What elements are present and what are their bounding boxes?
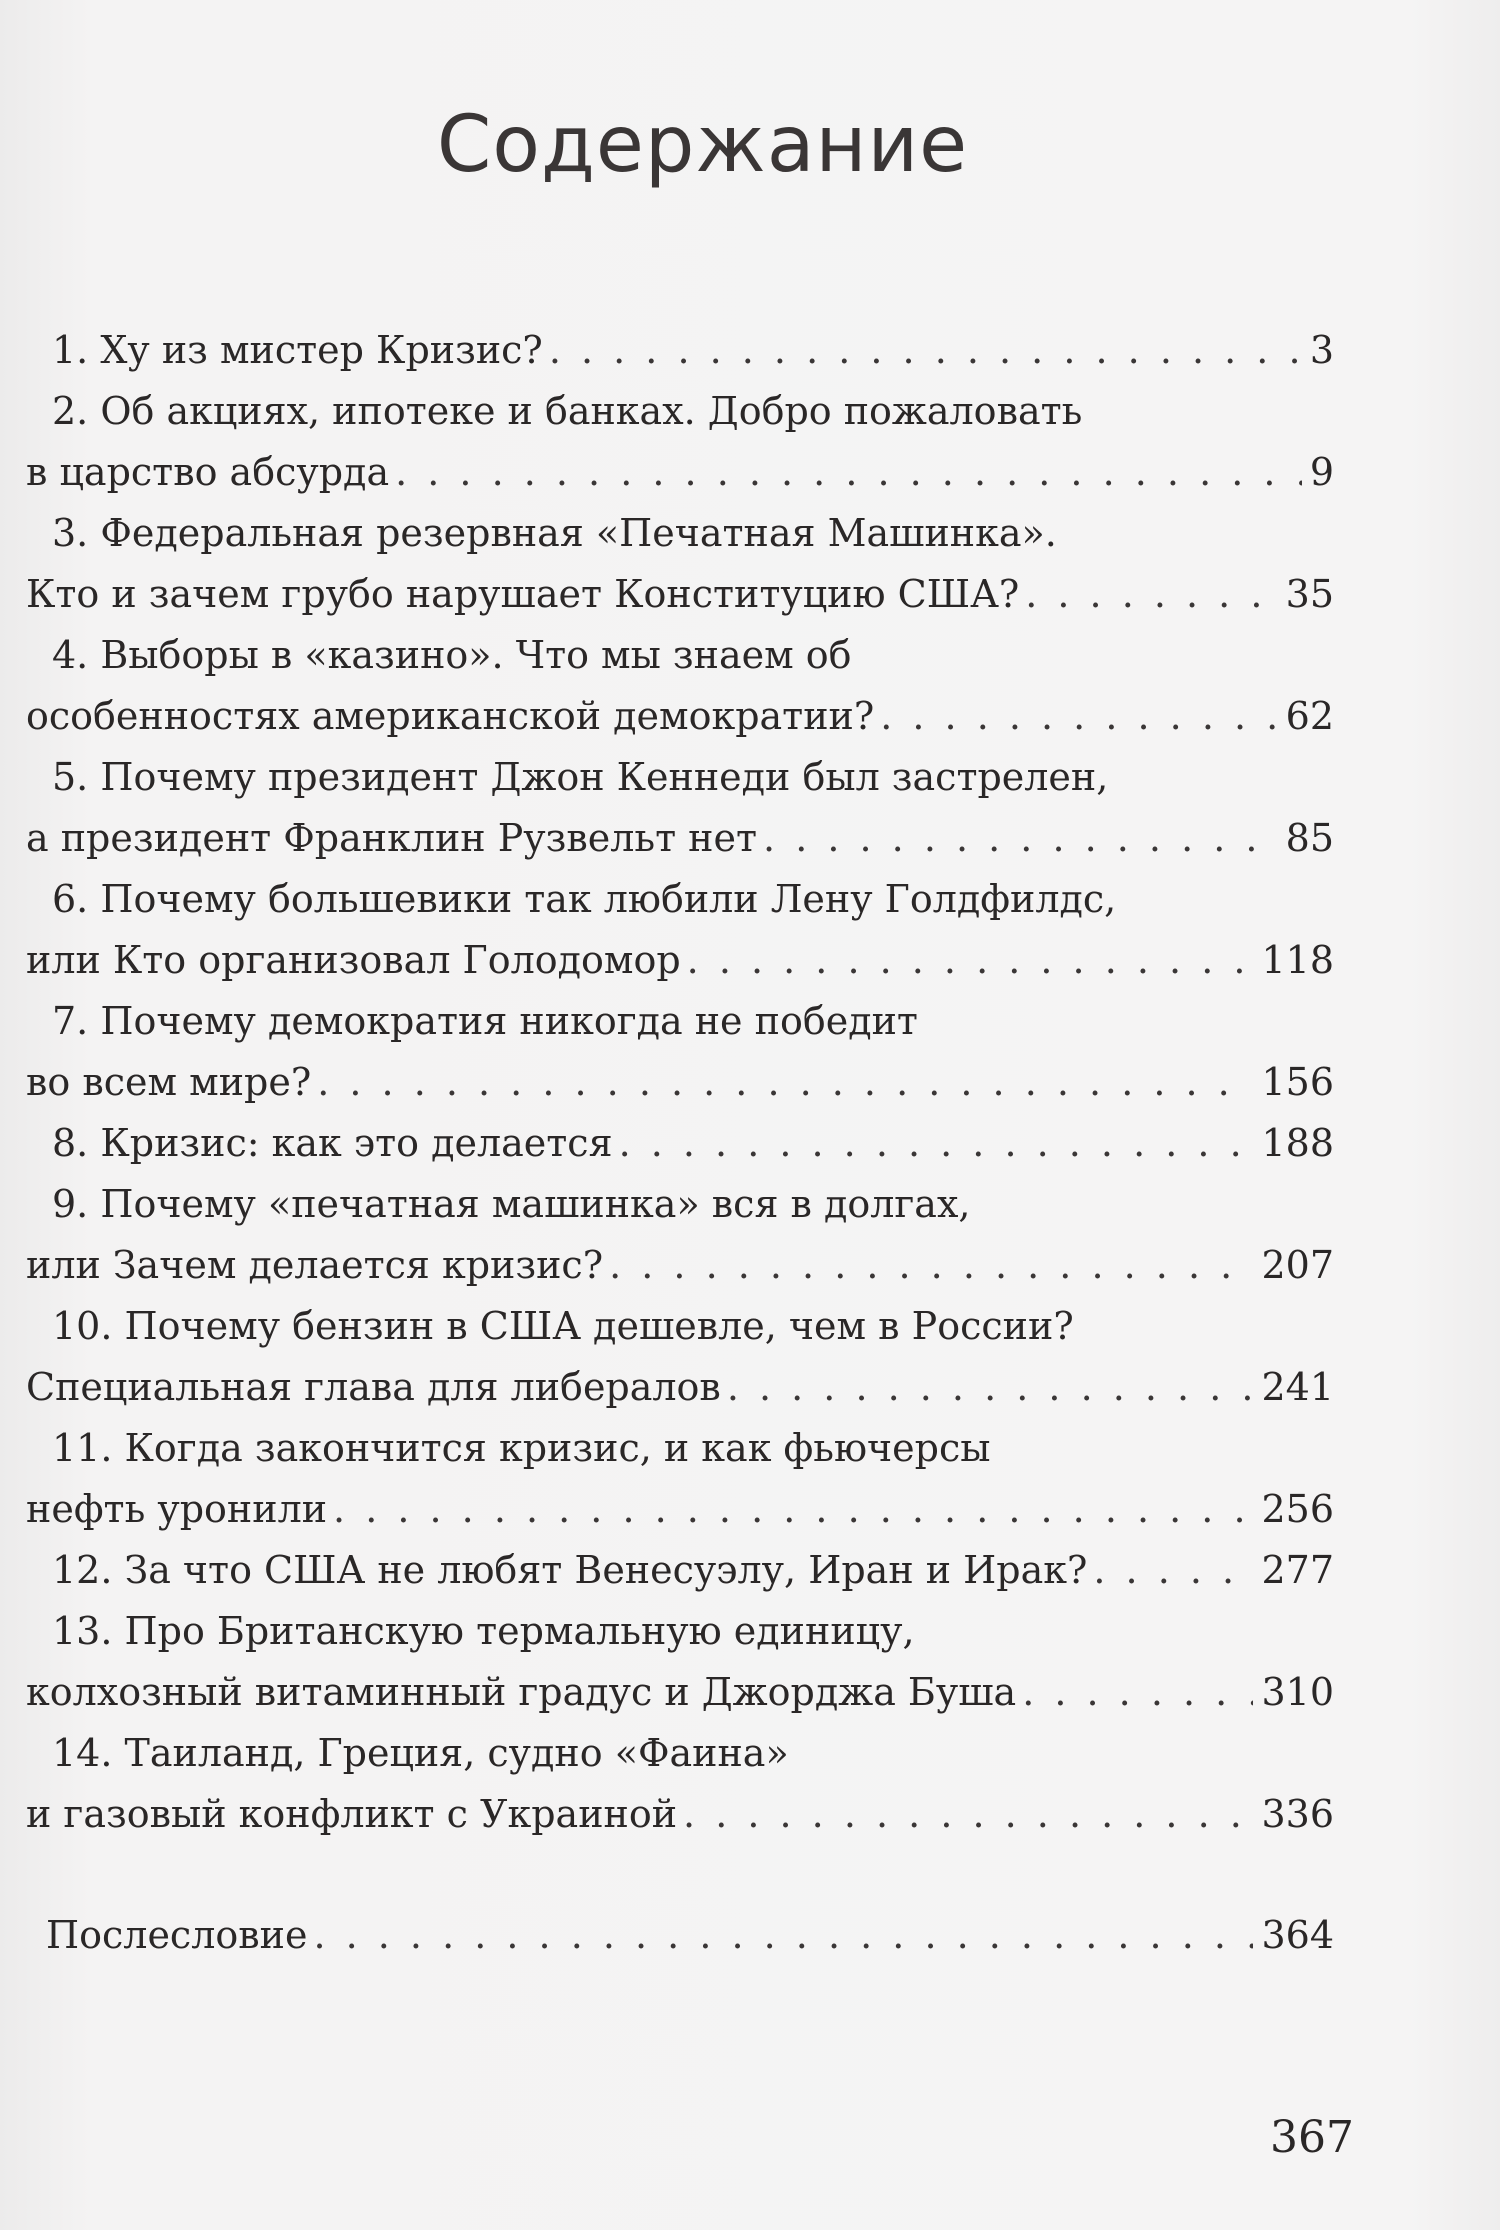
dot-leader	[763, 808, 1278, 869]
toc-entry-text: 1. Ху из мистер Кризис?	[52, 328, 543, 372]
toc-entry	[26, 1296, 1334, 1418]
afterword-label: Послесловие	[46, 1913, 308, 1957]
toc-page-number: 207	[1261, 1243, 1334, 1287]
toc-entry-last-line	[26, 1540, 1334, 1601]
toc-page-number: 118	[1261, 938, 1334, 982]
toc-entry-text: 10. Почему бензин в США дешевле, чем в России?	[52, 1304, 1074, 1348]
toc-entry-text: 3. Федеральная резервная «Печатная Машинка».	[52, 511, 1057, 555]
toc-entry-text: или Зачем делается кризис?	[26, 1243, 604, 1287]
dot-leader	[317, 1052, 1253, 1113]
toc-entry-text: и газовый конфликт с Украиной	[26, 1792, 678, 1836]
dot-leader	[549, 320, 1302, 381]
toc-page-number: 277	[1261, 1548, 1334, 1592]
toc-entry-text: 8. Кризис: как это делается	[52, 1121, 613, 1165]
dot-leader	[333, 1479, 1253, 1540]
toc-entry	[26, 1540, 1334, 1601]
toc-page-number: 310	[1261, 1670, 1334, 1714]
toc-entry-text: 2. Об акциях, ипотеке и банках. Добро пожаловать	[52, 389, 1083, 433]
toc-entry-last-line	[26, 1662, 1334, 1723]
toc-entry-last-line	[26, 1113, 1334, 1174]
dot-leader	[619, 1113, 1254, 1174]
dot-leader	[313, 1905, 1253, 1966]
toc-entry-text: колхозный витаминный градус и Джорджа Буша	[26, 1670, 1017, 1714]
dot-leader	[1022, 1662, 1253, 1723]
toc-entry-text: а президент Франклин Рузвельт нет	[26, 816, 758, 860]
toc-page-number: 85	[1285, 816, 1334, 860]
toc-entry	[26, 747, 1334, 869]
toc-page-number: 62	[1285, 694, 1334, 738]
page-title: Содержание	[436, 100, 969, 190]
toc-entry-last-line	[26, 1235, 1334, 1296]
toc-entry-text: 14. Таиланд, Греция, судно «Фаина»	[52, 1731, 789, 1775]
toc-page-number: 3	[1309, 328, 1334, 372]
toc-entry-text: 5. Почему президент Джон Кеннеди был застрелен,	[52, 755, 1109, 799]
toc-entry-text: в царство абсурда	[26, 450, 390, 494]
toc-entry-text: Кто и зачем грубо нарушает Конституцию США?	[26, 572, 1020, 616]
dot-leader	[687, 930, 1254, 991]
toc-entry	[26, 503, 1334, 625]
toc-entry-last-line	[26, 808, 1334, 869]
toc-entry-text: 6. Почему большевики так любили Лену Голдфилдс,	[52, 877, 1117, 921]
dot-leader	[683, 1784, 1253, 1845]
toc-page-number: 336	[1261, 1792, 1334, 1836]
toc-entry-text: 11. Когда закончится кризис, и как фьючерсы	[52, 1426, 991, 1470]
toc-entry-text: нефть уронили	[26, 1487, 328, 1531]
toc-afterword	[26, 1905, 1334, 1966]
toc-entry	[26, 1113, 1334, 1174]
toc-entry-last-line	[26, 1479, 1334, 1540]
toc-entry-text: 9. Почему «печатная машинка» вся в долгах,	[52, 1182, 971, 1226]
toc-entry-last-line	[26, 320, 1334, 381]
toc-entry	[26, 320, 1334, 381]
toc-entry-last-line	[26, 1052, 1334, 1113]
toc-entry	[26, 381, 1334, 503]
dot-leader	[1025, 564, 1277, 625]
toc-entry	[26, 1723, 1334, 1845]
toc-entry-text: особенностях американской демократии?	[26, 694, 875, 738]
toc-page-number: 9	[1309, 450, 1334, 494]
toc-page-number: 156	[1261, 1060, 1334, 1104]
toc-page-number: 241	[1261, 1365, 1334, 1409]
toc-entry-last-line	[26, 1784, 1334, 1845]
dot-leader	[880, 686, 1277, 747]
table-of-contents	[26, 320, 1334, 1966]
toc-entry-last-line	[26, 1357, 1334, 1418]
toc-entry-text: 13. Про Британскую термальную единицу,	[52, 1609, 915, 1653]
dot-leader	[395, 442, 1302, 503]
toc-entry	[26, 1601, 1334, 1723]
toc-entry-text: 4. Выборы в «казино». Что мы знаем об	[52, 633, 852, 677]
toc-entry	[26, 625, 1334, 747]
dot-leader	[727, 1357, 1254, 1418]
toc-entry-text: во всем мире?	[26, 1060, 312, 1104]
toc-entry-last-line	[26, 442, 1334, 503]
toc-page-number: 256	[1261, 1487, 1334, 1531]
toc-page-number: 35	[1285, 572, 1334, 616]
toc-entry-text: 12. За что США не любят Венесуэлу, Иран и Ирак?	[52, 1548, 1088, 1592]
toc-page-number: 188	[1261, 1121, 1334, 1165]
toc-entry	[26, 869, 1334, 991]
toc-entry-text: или Кто организовал Голодомор	[26, 938, 681, 982]
page-number: 367	[1270, 2112, 1354, 2163]
spacer	[26, 1845, 1334, 1905]
toc-entry-text: 7. Почему демократия никогда не победит	[52, 999, 918, 1043]
toc-entry	[26, 991, 1334, 1113]
toc-entry-text: Специальная глава для либералов	[26, 1365, 721, 1409]
toc-entry	[26, 1174, 1334, 1296]
dot-leader	[1093, 1540, 1253, 1601]
afterword-page-number: 364	[1261, 1913, 1334, 1957]
dot-leader	[609, 1235, 1253, 1296]
toc-entry-last-line	[26, 686, 1334, 747]
toc-entry-last-line	[26, 930, 1334, 991]
toc-entry	[26, 1418, 1334, 1540]
toc-entry-last-line	[26, 564, 1334, 625]
